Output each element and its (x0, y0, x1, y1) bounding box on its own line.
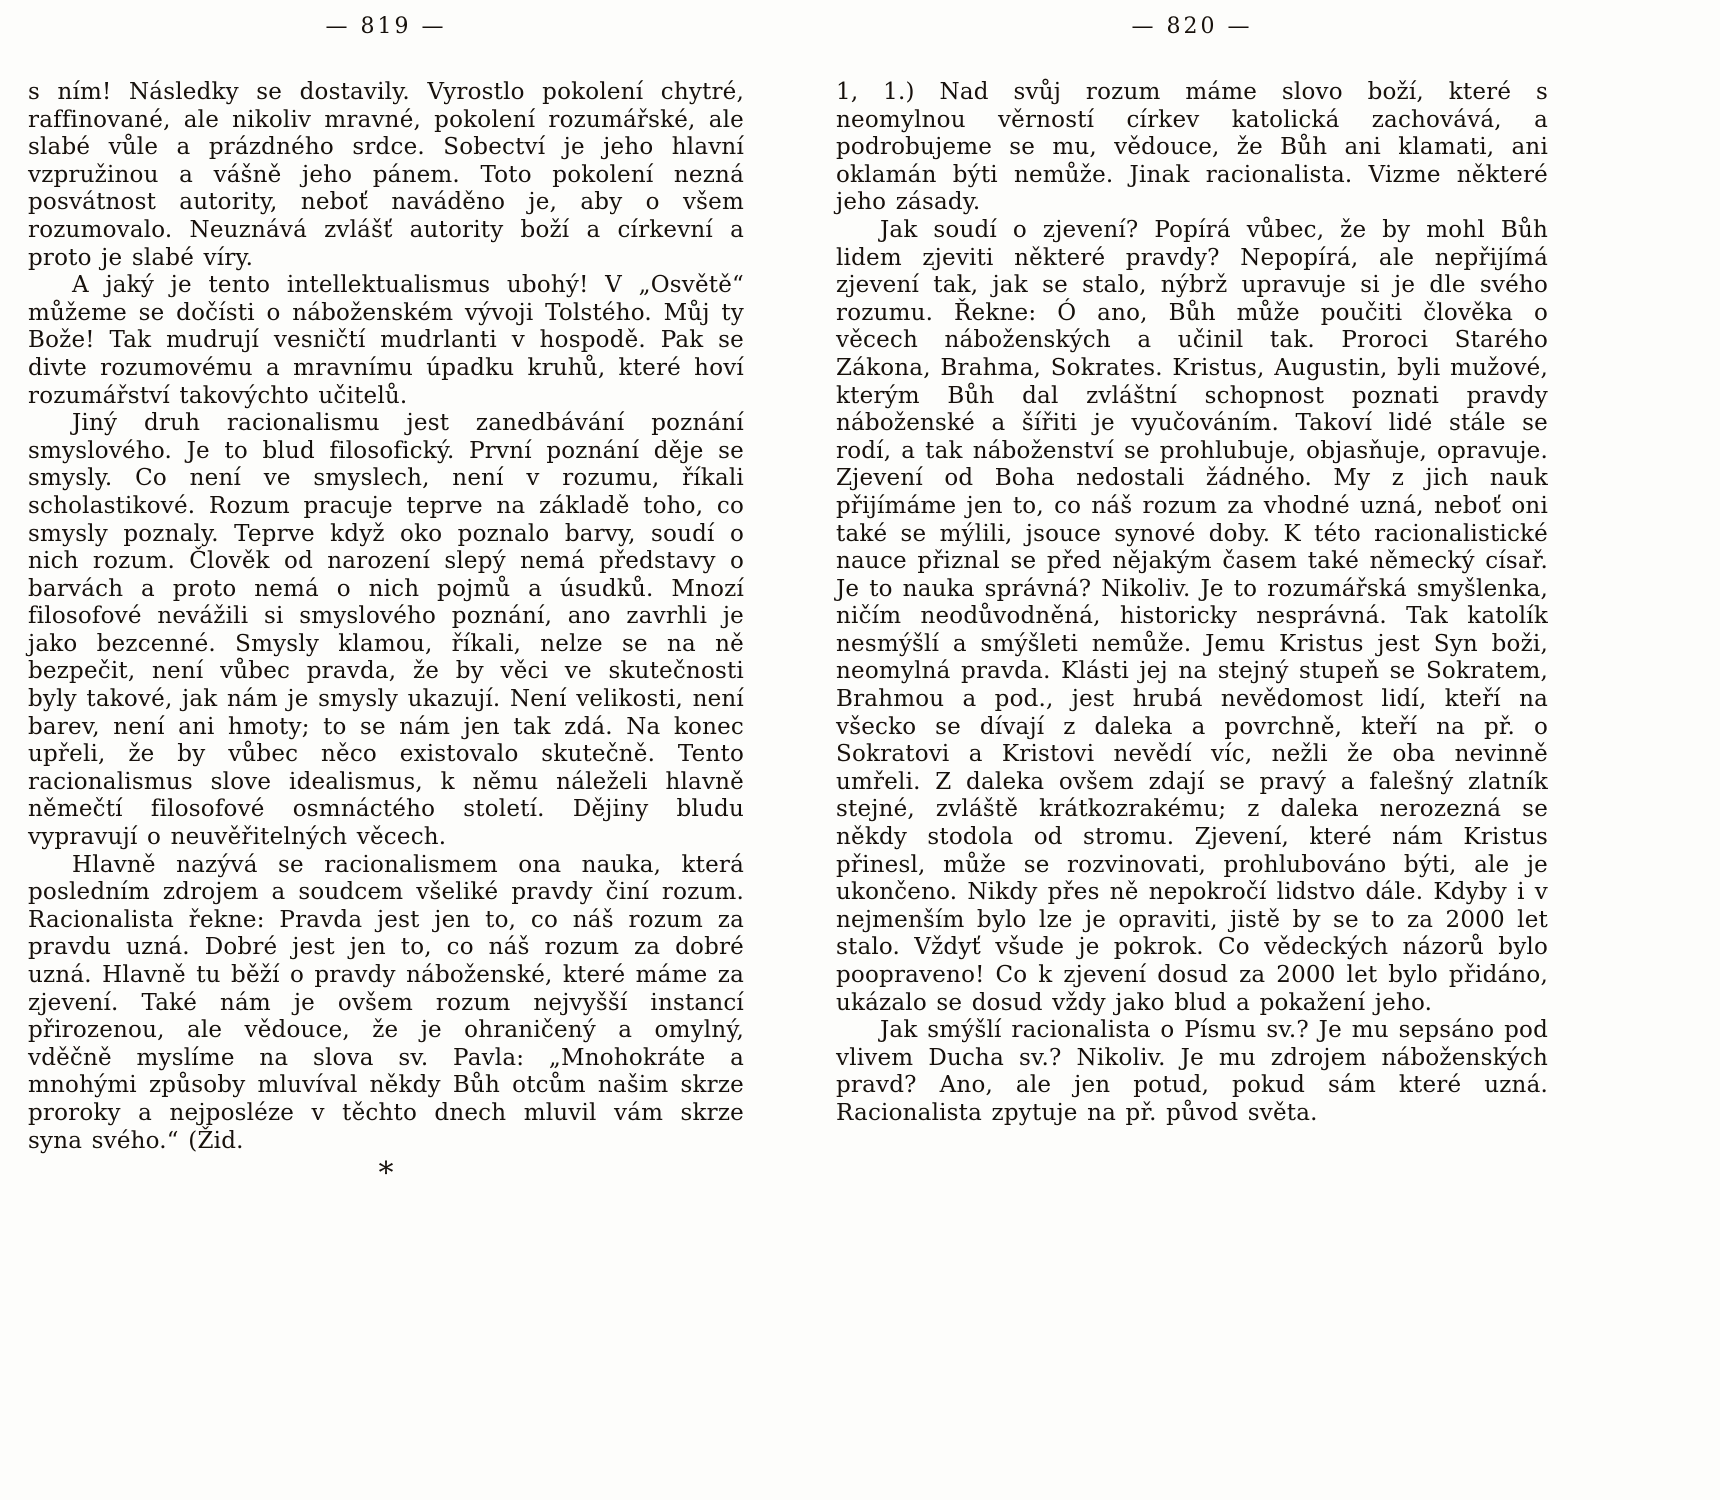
footnote-separator: * (378, 1156, 394, 1192)
paragraph: Hlavně nazývá se racionalismem ona nauka, která posledním zdrojem a soudcem všeliké pravdy činí rozum. Racionalista řekne: Pravda jest jen to, co náš rozum za pravdu uzná. Dobré jest jen to, co náš rozum za dobré uzná. Hlavně tu běží o pravdy náboženské, které máme za zjevení. Také nám je ovšem rozum nejvyšší instancí přirozenou, ale vědouce, že je ohraničený a omylný, vděčně myslíme na slova sv. Pavla: „Mnohokráte a mnohými způsoby mluvíval někdy Bůh otcům našim skrze proroky a nejposléze v těchto dnech mluvil vám skrze syna svého.“ (Žid. (28, 851, 744, 1154)
paragraph: Jiný druh racionalismu jest zanedbávání poznání smyslového. Je to blud filosofický. První poznání děje se smysly. Co není ve smyslech, není v rozumu, říkali scholastikové. Rozum pracuje teprve na základě toho, co smysly poznaly. Teprve když oko poznalo barvy, soudí o nich rozum. Člověk od narození slepý nemá představy o barvách a proto nemá o nich pojmů a úsudků. Mnozí filosofové nevážili si smyslového poznání, ano zavrhli je jako bezcenné. Smysly klamou, říkali, nelze se na ně bezpečit, není vůbec pravda, že by věci ve skutečnosti byly takové, jak nám je smysly ukazují. Není velikosti, není barev, není ani hmoty; to se nám jen tak zdá. Na konec upřeli, že by vůbec něco existovalo skutečně. Tento racionalismus slove idealismus, k němu náleželi hlavně němečtí filosofové osmnáctého století. Dějiny bludu vypravují o neuvěřitelných věcech. (28, 410, 744, 851)
paragraph: Jak soudí o zjevení? Popírá vůbec, že by mohl Bůh lidem zjeviti některé pravdy? Nepopírá, ale nepřijímá zjevení tak, jak se stalo, nýbrž upravuje si je dle svého rozumu. Řekne: Ó ano, Bůh může poučiti člověka o věcech náboženských a učinil tak. Proroci Starého Zákona, Brahma, Sokrates. Kristus, Augustin, byli mužové, kterým Bůh dal zvláštní schopnost poznati pravdy náboženské a šířiti je vyučováním. Takoví lidé stále se rodí, a tak náboženství se prohlubuje, objasňuje, opravuje. Zjevení od Boha nedostali žádného. My z jich nauk přijímáme jen to, co náš rozum za vhodné uzná, neboť oni také se mýlili, jsouce synové doby. K této racionalistické nauce přiznal se před nějakým časem také německý císař. Je to nauka správná? Nikoliv. Je to rozumářská smyšlenka, ničím neodůvodněná, historicky nesprávná. Tak katolík nesmýšlí a smýšleti nemůže. Jemu Kristus jest Syn boži, neomylná pravda. Klásti jej na stejný stupeň se Sokratem, Brahmou a pod., jest hrubá nevědomost lidí, kteří na všecko se dívají z daleka a povrchně, kteří na př. o Sokratovi a Kristovi nevědí víc, nežli že oba nevinně umřeli. Z daleka ovšem zdají se pravý a falešný zlatník stejné, zvláště krátkozrakému; z daleka nerozezná se někdy stodola od stromu. Zjevení, které nám Kristus přinesl, může se rozvinovati, prohlubováno býti, ale je ukončeno. Nikdy přes ně nepokročí lidstvo dále. Kdyby i v nejmenším bylo lze je opraviti, jistě by se to za 2000 let stalo. Vždyť všude je pokrok. Co vědeckých názorů bylo poopraveno! Co k zjevení dosud za 2000 let bylo přidáno, ukázalo se dosud vždy jako blud a pokažení jeho. (836, 216, 1548, 1016)
page-819-text-block (28, 79, 744, 1155)
page-number-820: — 820 — (1131, 14, 1253, 39)
page-number-819: — 819 — (325, 14, 447, 39)
page-819 (28, 14, 744, 1192)
paragraph: A jaký je tento intellektualismus ubohý! V „Osvětě“ můžeme se dočísti o náboženském vývoji Tolstého. Můj ty Bože! Tak mudrují vesničtí mudrlanti v hospodě. Pak se divte rozumovému a mravnímu úpadku kruhů, které hoví rozumářství takovýchto učitelů. (28, 272, 744, 409)
page-820 (836, 14, 1548, 1128)
paragraph: 1, 1.) Nad svůj rozum máme slovo boží, které s neomylnou věrností církev katolická zachovává, a podrobujeme se mu, vědouce, že Bůh ani klamati, ani oklamán býti nemůže. Jinak racionalista. Vizme některé jeho zásady. (836, 79, 1548, 216)
paragraph: Jak smýšlí racionalista o Písmu sv.? Je mu sepsáno pod vlivem Ducha sv.? Nikoliv. Je mu zdrojem náboženských pravd? Ano, ale jen potud, pokud sám které uzná. Racionalista zpytuje na př. původ světa. (836, 1017, 1548, 1126)
paragraph: s ním! Následky se dostavily. Vyrostlo pokolení chytré, raffinované, ale nikoliv mravné, pokolení rozumářské, ale slabé vůle a prázdného srdce. Sobectví je jeho hlavní vzpružinou a vášně jeho pánem. Toto pokolení nezná posvátnost autority, neboť naváděno je, aby o všem rozumovalo. Neuznává zvlášť autority boží a církevní a proto je slabé víry. (28, 79, 744, 271)
page-820-text-block (836, 79, 1548, 1128)
